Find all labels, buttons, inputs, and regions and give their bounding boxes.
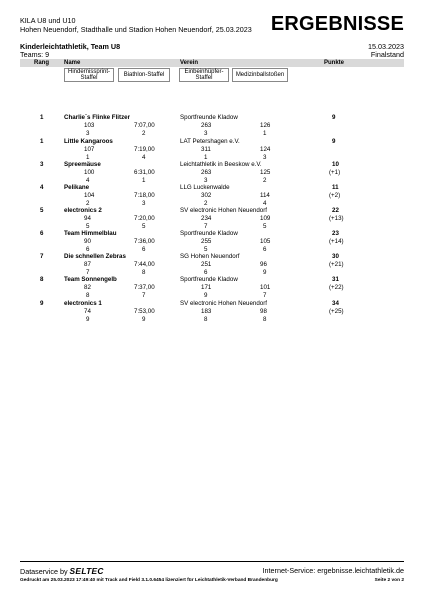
event-location: Hohen Neuendorf, Stadthalle und Stadion Hohen Neuendorf, 25.03.2023 xyxy=(20,25,252,34)
value-medizinball: 126 xyxy=(260,122,271,129)
value-medizinball: 98 xyxy=(260,308,267,315)
points: 9 xyxy=(332,138,336,145)
place-medizinball: 2 xyxy=(263,177,267,184)
discipline-einbeinhuepfer: Einbeinhüpfer-Staffel xyxy=(179,68,229,82)
value-biathlon: 7:44,00 xyxy=(134,261,155,268)
team-name: Team Himmelblau xyxy=(64,230,117,237)
place-biathlon: 3 xyxy=(142,200,146,207)
place-medizinball: 9 xyxy=(263,269,267,276)
points: 31 xyxy=(332,276,339,283)
points: 10 xyxy=(332,161,339,168)
place-hindernissprint: 4 xyxy=(86,177,90,184)
footer-divider xyxy=(20,561,404,562)
value-biathlon: 7:37,00 xyxy=(134,284,155,291)
column-verein: Verein xyxy=(180,59,199,66)
value-biathlon: 7:07,00 xyxy=(134,122,155,129)
dataservice-label: Dataservice by xyxy=(20,567,68,576)
club-name: Leichtathletik in Beeskow e.V. xyxy=(180,161,262,168)
value-biathlon: 7:19,00 xyxy=(134,146,155,153)
value-hindernissprint: 103 xyxy=(84,122,95,129)
points: 30 xyxy=(332,253,339,260)
value-einbeinhuepfer: 251 xyxy=(201,261,212,268)
value-hindernissprint: 82 xyxy=(84,284,91,291)
place-biathlon: 1 xyxy=(142,177,146,184)
points: 23 xyxy=(332,230,339,237)
discipline-hindernissprint: Hindernissprint-Staffel xyxy=(64,68,114,82)
rank: 9 xyxy=(40,300,44,307)
rank: 1 xyxy=(40,114,44,121)
place-medizinball: 3 xyxy=(263,154,267,161)
table-header xyxy=(20,59,404,67)
team-count: Teams: 9 xyxy=(20,50,50,59)
place-medizinball: 8 xyxy=(263,316,267,323)
team-name: electronics 1 xyxy=(64,300,102,307)
print-info xyxy=(20,578,404,585)
club-name: Sportfreunde Kladow xyxy=(180,114,238,121)
place-einbeinhuepfer: 6 xyxy=(204,269,208,276)
points-diff: (+13) xyxy=(329,215,344,222)
rank: 4 xyxy=(40,184,44,191)
value-einbeinhuepfer: 302 xyxy=(201,192,212,199)
value-medizinball: 125 xyxy=(260,169,271,176)
place-hindernissprint: 8 xyxy=(86,292,90,299)
place-einbeinhuepfer: 3 xyxy=(204,130,208,137)
result-status: Finalstand xyxy=(370,50,404,59)
page-title: ERGEBNISSE xyxy=(270,13,404,35)
value-einbeinhuepfer: 183 xyxy=(201,308,212,315)
team-name: electronics 2 xyxy=(64,207,102,214)
discipline-medizinball: Medizinballstoßen xyxy=(232,68,288,82)
points: 22 xyxy=(332,207,339,214)
place-einbeinhuepfer: 1 xyxy=(204,154,208,161)
place-biathlon: 9 xyxy=(142,316,146,323)
team-name: Pelikane xyxy=(64,184,90,191)
place-einbeinhuepfer: 5 xyxy=(204,246,208,253)
place-einbeinhuepfer: 9 xyxy=(204,292,208,299)
value-medizinball: 109 xyxy=(260,215,271,222)
value-medizinball: 101 xyxy=(260,284,271,291)
club-name: Sportfreunde Kladow xyxy=(180,276,238,283)
place-biathlon: 8 xyxy=(142,269,146,276)
value-medizinball: 96 xyxy=(260,261,267,268)
place-einbeinhuepfer: 3 xyxy=(204,177,208,184)
value-hindernissprint: 74 xyxy=(84,308,91,315)
value-biathlon: 7:36,00 xyxy=(134,238,155,245)
value-medizinball: 114 xyxy=(260,192,270,199)
printed-note: Gedruckt am 25.03.2023 17:49:40 mit Track and Field 3.1.0.6454 lizenziert für Leichtathletik-Verband Brandenburg xyxy=(20,578,278,583)
event-header xyxy=(20,16,252,34)
value-hindernissprint: 100 xyxy=(84,169,95,176)
value-hindernissprint: 90 xyxy=(84,238,91,245)
footer xyxy=(20,566,404,576)
place-hindernissprint: 3 xyxy=(86,130,90,137)
club-name: Sportfreunde Kladow xyxy=(180,230,238,237)
place-hindernissprint: 5 xyxy=(86,223,90,230)
place-einbeinhuepfer: 7 xyxy=(204,223,208,230)
value-biathlon: 7:20,00 xyxy=(134,215,155,222)
column-name: Name xyxy=(64,59,81,66)
club-name: LLG Luckenwalde xyxy=(180,184,230,191)
club-name: LAT Petershagen e.V. xyxy=(180,138,240,145)
points-diff: (+14) xyxy=(329,238,344,245)
value-einbeinhuepfer: 255 xyxy=(201,238,212,245)
points-diff: (+2) xyxy=(329,192,341,199)
competition-date: 15.03.2023 xyxy=(368,42,404,51)
value-einbeinhuepfer: 234 xyxy=(201,215,212,222)
value-medizinball: 124 xyxy=(260,146,271,153)
points-diff: (+21) xyxy=(329,261,344,268)
place-medizinball: 6 xyxy=(263,246,267,253)
page-number: Seite 2 von 2 xyxy=(374,578,404,583)
points: 9 xyxy=(332,114,336,121)
place-einbeinhuepfer: 8 xyxy=(204,316,208,323)
value-hindernissprint: 87 xyxy=(84,261,91,268)
place-medizinball: 1 xyxy=(263,130,267,137)
value-hindernissprint: 94 xyxy=(84,215,91,222)
place-hindernissprint: 2 xyxy=(86,200,90,207)
points: 34 xyxy=(332,300,339,307)
points-diff: (+22) xyxy=(329,284,344,291)
value-hindernissprint: 107 xyxy=(84,146,95,153)
discipline-biathlon: Biathlon-Staffel xyxy=(118,68,170,82)
value-biathlon: 7:18,00 xyxy=(134,192,155,199)
team-name: Little Kangaroos xyxy=(64,138,113,145)
place-hindernissprint: 7 xyxy=(86,269,90,276)
points: 11 xyxy=(332,184,339,191)
place-biathlon: 2 xyxy=(142,130,146,137)
internet-service: Internet-Service: ergebnisse.leichtathletik.de xyxy=(262,566,404,575)
place-biathlon: 4 xyxy=(142,154,146,161)
value-einbeinhuepfer: 263 xyxy=(201,169,212,176)
value-biathlon: 6:31,00 xyxy=(134,169,155,176)
value-einbeinhuepfer: 263 xyxy=(201,122,212,129)
place-biathlon: 5 xyxy=(142,223,146,230)
rank: 8 xyxy=(40,276,44,283)
value-biathlon: 7:53,00 xyxy=(134,308,155,315)
place-medizinball: 5 xyxy=(263,223,267,230)
team-name: Spreemäuse xyxy=(64,161,101,168)
club-name: SV electronic Hohen Neuendorf xyxy=(180,207,268,214)
club-name: SV electronic Hohen Neuendorf xyxy=(180,300,268,307)
club-name: SG Hohen Neuendorf xyxy=(180,253,240,260)
rank: 3 xyxy=(40,161,44,168)
place-hindernissprint: 6 xyxy=(86,246,90,253)
place-biathlon: 7 xyxy=(142,292,146,299)
rank: 6 xyxy=(40,230,44,237)
points-diff: (+25) xyxy=(329,308,344,315)
rank: 7 xyxy=(40,253,44,260)
place-hindernissprint: 1 xyxy=(86,154,90,161)
competition-name: Kinderleichtathletik, Team U8 xyxy=(20,42,121,51)
column-punkte: Punkte xyxy=(324,59,345,66)
place-biathlon: 6 xyxy=(142,246,146,253)
event-name: KILA U8 und U10 xyxy=(20,16,76,25)
table-row xyxy=(20,300,404,329)
value-hindernissprint: 104 xyxy=(84,192,95,199)
place-medizinball: 7 xyxy=(263,292,267,299)
place-hindernissprint: 9 xyxy=(86,316,90,323)
value-einbeinhuepfer: 311 xyxy=(201,146,211,153)
team-name: Die schnellen Zebras xyxy=(64,253,126,260)
value-medizinball: 105 xyxy=(260,238,271,245)
rank: 5 xyxy=(40,207,44,214)
team-name: Team Sonnengelb xyxy=(64,276,117,283)
place-medizinball: 4 xyxy=(263,200,267,207)
column-rang: Rang xyxy=(34,59,49,66)
seltec-logo: SELTEC xyxy=(69,566,104,576)
team-name: Charlie´s Flinke Flitzer xyxy=(64,114,131,121)
rank: 1 xyxy=(40,138,44,145)
value-einbeinhuepfer: 171 xyxy=(201,284,212,291)
place-einbeinhuepfer: 2 xyxy=(204,200,208,207)
points-diff: (+1) xyxy=(329,169,341,176)
discipline-header xyxy=(20,67,404,83)
